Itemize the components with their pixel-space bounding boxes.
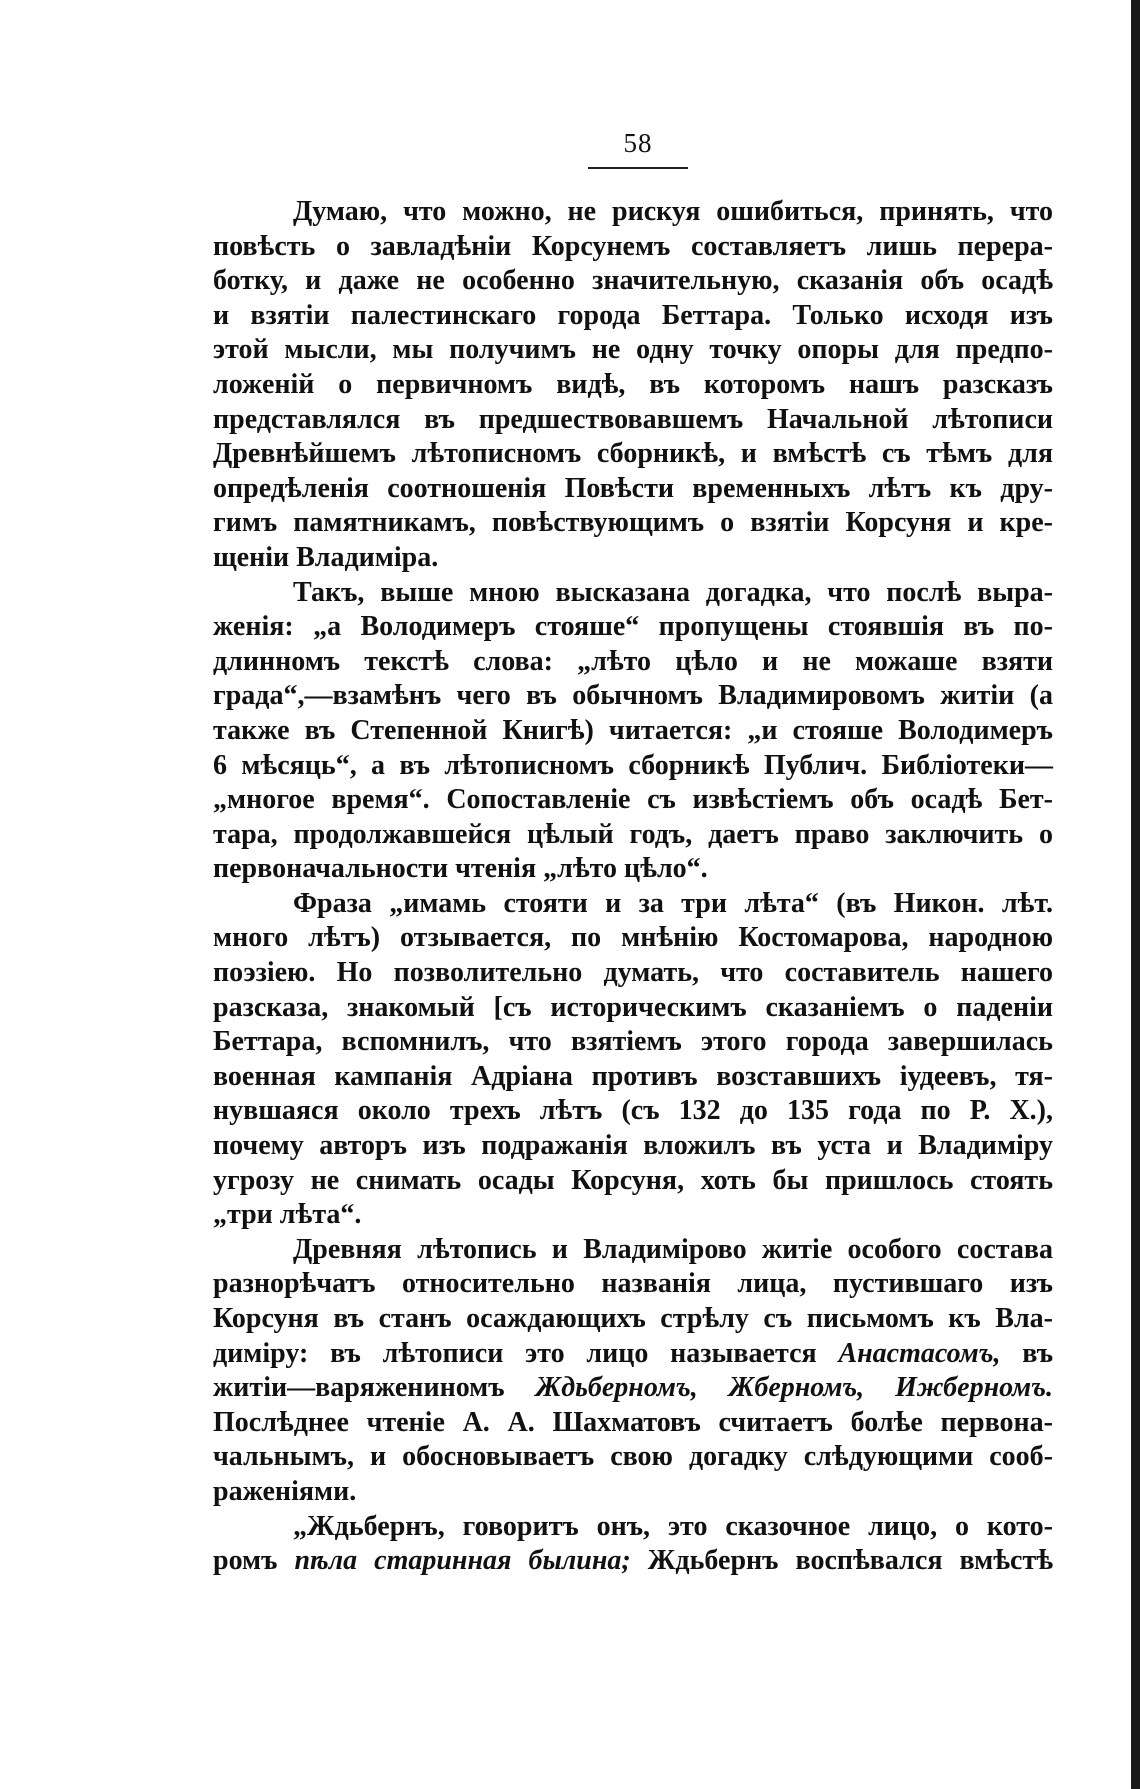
text-segment: диміру: въ лѣтописи это лицо называется <box>213 1337 817 1369</box>
text-line: военная кампанія Адріана противъ возставшихъ іудеевъ, тя- <box>213 1060 1053 1092</box>
text-line: „Ждьбернъ, говоритъ онъ, это сказочное лицо, о кото- <box>293 1510 1053 1542</box>
paragraph-5 <box>213 1510 1053 1579</box>
text-line: угрозу не снимать осады Корсуня, хоть бы пришлось стоять <box>213 1164 1053 1196</box>
text-line: много лѣтъ) отзывается, по мнѣнію Костомарова, народною <box>213 922 1053 954</box>
text-line: Корсуня въ станъ осаждающихъ стрѣлу съ письмомъ къ Вла- <box>213 1303 1053 1334</box>
text-line: Фраза „имамь стояти и за три лѣта“ (въ Никон. лѣт. <box>293 887 1053 919</box>
text-line: первоначальности чтенія „лѣто цѣло“. <box>213 853 708 885</box>
text-segment: ромъ <box>213 1545 278 1577</box>
text-segment: въ <box>1022 1337 1054 1369</box>
text-line: и взятіи палестинскаго города Беттара. Только исходя изъ <box>213 299 1053 331</box>
text-line: повѣсть о завладѣніи Корсунемъ составляетъ лишь перера- <box>213 230 1053 262</box>
text-segment: житіи—варяжениномъ <box>213 1372 505 1404</box>
text-line: Думаю, что можно, не рискуя ошибиться, принять, что <box>293 196 1053 227</box>
text-line: опредѣленія соотношенія Повѣсти временныхъ лѣтъ къ дру- <box>213 472 1053 504</box>
text-line: Такъ, выше мною высказана догадка, что послѣ выра- <box>293 576 1053 608</box>
text-line <box>213 1544 1053 1579</box>
text-line: гимъ памятникамъ, повѣствующимъ о взятіи Корсуня и кре- <box>213 507 1053 539</box>
text-line: почему авторъ изъ подражанія вложилъ въ уста и Владиміру <box>213 1130 1053 1162</box>
text-line: представлялся въ предшествовавшемъ Начальной лѣтописи <box>213 403 1053 435</box>
text-line: ботку, и даже не особенно значительную, сказанія объ осадѣ <box>213 265 1053 297</box>
text-line: „многое время“. Сопоставленіе съ извѣстіемъ объ осадѣ Бет- <box>213 784 1053 816</box>
italic-names-zhdbern: Ждьберномъ, Жберномъ, Ижберномъ. <box>535 1372 1053 1404</box>
text-line: чальнымъ, и обосновываетъ свою догадку слѣдующими сооб- <box>213 1441 1053 1473</box>
text-line: этой мысли, мы получимъ не одну точку опоры для предпо- <box>213 334 1053 366</box>
text-line: также въ Степенной Книгѣ) читается: „и стояше Володимеръ <box>213 714 1053 746</box>
text-line <box>213 1371 1053 1406</box>
text-line: ложеній о первичномъ видѣ, въ которомъ нашъ разсказъ <box>213 368 1053 400</box>
paragraph-2 <box>213 576 1053 887</box>
text-line: длинномъ текстѣ слова: „лѣто цѣло и не можаше взяти <box>213 645 1053 677</box>
page-number-underline <box>588 167 688 169</box>
text-line: Древняя лѣтопись и Владимірово житіе особого состава <box>293 1233 1053 1265</box>
italic-bylina: пѣла старинная былина; <box>294 1545 631 1577</box>
text-line: 6 мѣсяць“, а въ лѣтописномъ сборникѣ Публич. Библіотеки— <box>213 749 1053 781</box>
paragraph-4 <box>213 1233 1053 1510</box>
text-line: Послѣднее чтеніе А. А. Шахматовъ считаетъ болѣе первона- <box>213 1406 1053 1438</box>
text-line <box>213 1337 1053 1372</box>
text-line: разсказа, знакомый [съ историческимъ сказаніемъ о паденіи <box>213 991 1053 1023</box>
text-segment: Ждьбернъ воспѣвался вмѣстѣ <box>647 1545 1054 1577</box>
text-line: Древнѣйшемъ лѣтописномъ сборникѣ, и вмѣстѣ съ тѣмъ для <box>213 438 1053 470</box>
text-line: Беттара, вспомнилъ, что взятіемъ этого города завершилась <box>213 1026 1053 1058</box>
paragraph-1 <box>213 195 1053 576</box>
text-line: поэзіею. Но позволительно думать, что составитель нашего <box>213 957 1053 989</box>
text-line: женія: „а Володимеръ стояше“ пропущены стоявшія въ по- <box>213 611 1053 643</box>
text-line: „три лѣта“. <box>213 1199 362 1231</box>
body-text <box>213 195 1053 1579</box>
text-line: раженіями. <box>213 1475 357 1507</box>
paragraph-3 <box>213 887 1053 1233</box>
page-edge-rule <box>1131 0 1140 1789</box>
text-line: разнорѣчатъ относительно названія лица, пустившаго изъ <box>213 1268 1053 1300</box>
text-line: щеніи Владиміра. <box>213 541 439 573</box>
italic-name-anastas: Анастасомъ, <box>838 1337 1001 1369</box>
text-line: нувшаяся около трехъ лѣтъ (съ 132 до 135 года по Р. Х.), <box>213 1095 1053 1127</box>
text-line: тара, продолжавшейся цѣлый годъ, даетъ право заключить о <box>213 818 1053 850</box>
text-line: града“,—взамѣнъ чего въ обычномъ Владимировомъ житіи (а <box>213 680 1053 712</box>
page-number: 58 <box>623 128 653 158</box>
